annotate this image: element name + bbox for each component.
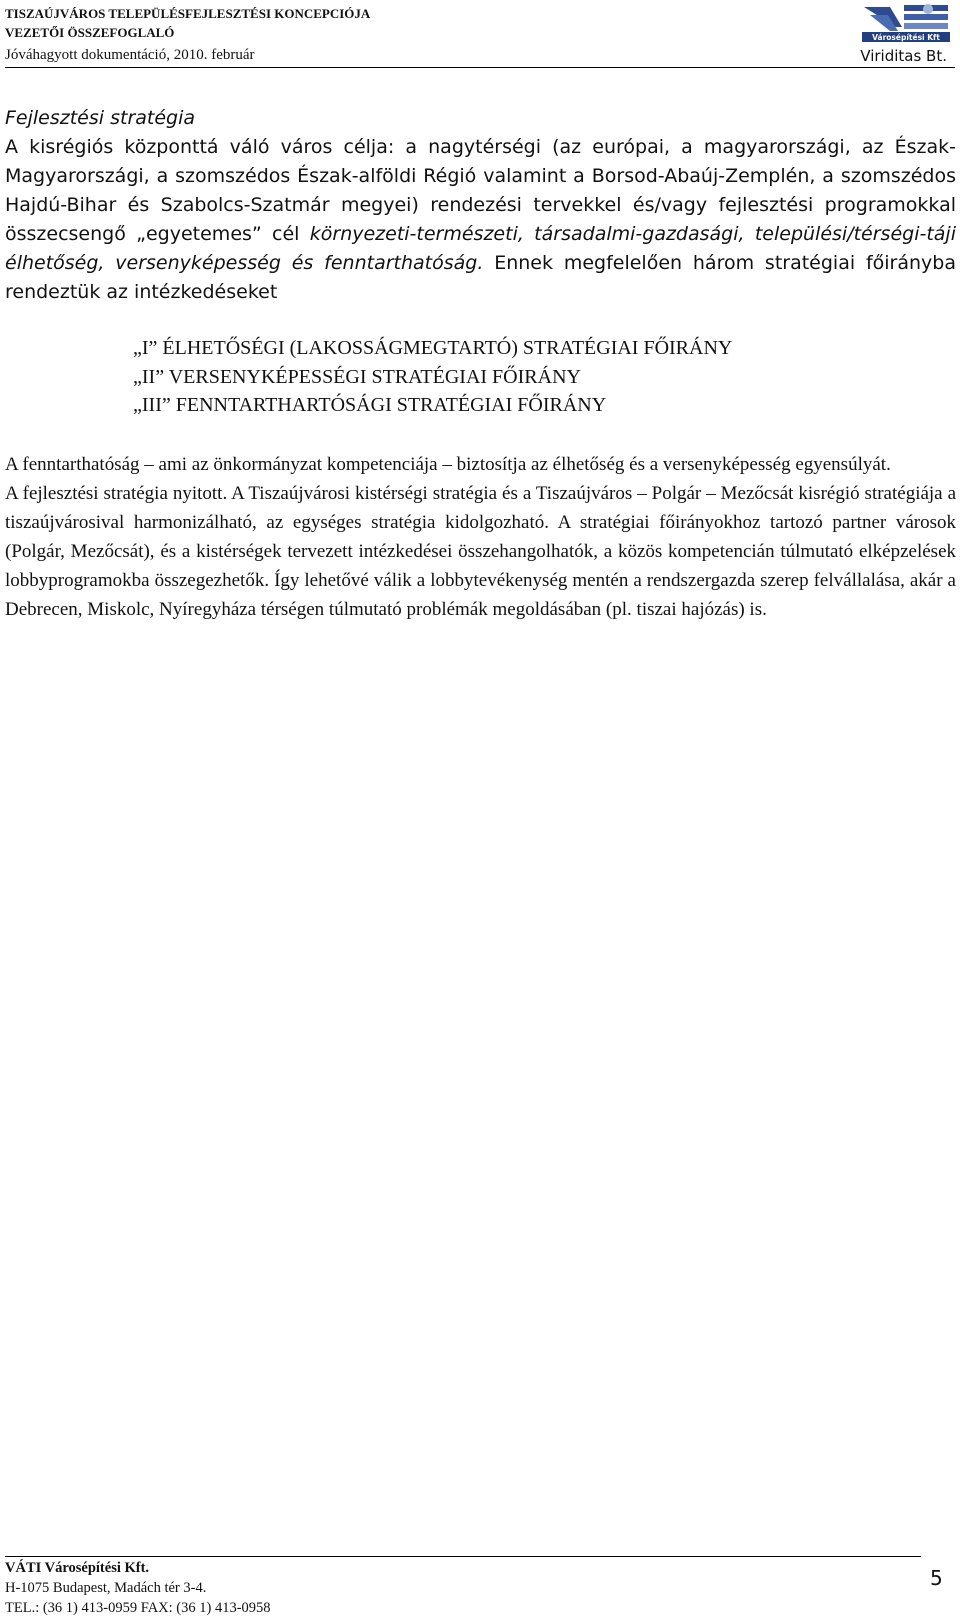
direction-item: „III” FENNTARTHARTÓSÁGI STRATÉGIAI FŐIRÁNY <box>133 394 607 416</box>
vati-logo-icon <box>860 1 952 43</box>
section-title: Fejlesztési stratégia <box>5 107 196 129</box>
direction-item: „II” VERSENYKÉPESSÉGI STRATÉGIAI FŐIRÁNY <box>133 365 581 388</box>
intro-text-2: Ennek megfelelően három stratégiai főirányba rendeztük az intézkedéseket <box>5 252 957 303</box>
page-header <box>5 3 955 69</box>
logo-text: Városépítési Kft <box>872 33 940 42</box>
open-strategy-paragraph: A fejlesztési stratégia nyitott. A Tiszaújvárosi kistérségi stratégia és a Tiszaújváros – Polgár – Mezőcsát kisrégió stratégiája a tiszaújvárosival harmonizálható, az egységes stratégia kidolgozható. A stratégiai főirányokhoz tartozó partner városok (Polgár, Mezőcsát), és a kistérségek tervezett intézkedései összehangolhatók, a közös kompetencián túlmutató elképzelések lobbyprogramokba összegezhetők. Így lehetővé válik a lobbytevékenység mentén a rendszergazda szerep felvállalása, akár a Debrecen, Miskolc, Nyíregyháza térségen túlmutató problémák megoldásában (pl. tiszai hajózás) is. <box>5 483 956 620</box>
footer-organization: VÁTI Városépítési Kft. <box>5 1560 150 1576</box>
page-footer <box>5 1558 271 1618</box>
header-company: Viriditas Bt. <box>860 47 947 65</box>
intro-paragraph <box>5 133 956 307</box>
sustainability-paragraph: A fenntarthatóság – ami az önkormányzat kompetenciája – biztosítja az élhetőség és a versenyképesség egyensúlyát. <box>5 454 891 475</box>
intro-text-italic: környezeti-természeti, társadalmi-gazdasági, települési/térségi-táji élhetőség, versenyképesség és fenntarthatóság. <box>5 223 956 274</box>
page-number: 5 <box>930 1566 943 1590</box>
direction-item: „I” ÉLHETŐSÉGI (LAKOSSÁGMEGTARTÓ) STRATÉGIAI FŐIRÁNY <box>133 337 733 359</box>
footer-contact: TEL.: (36 1) 413-0959 FAX: (36 1) 413-0958 <box>5 1600 271 1616</box>
header-title: TISZAÚJVÁROS TELEPÜLÉSFEJLESZTÉSI KONCEPCIÓJA <box>5 6 371 21</box>
header-rule <box>5 67 955 68</box>
intro-text-1: A kisrégiós központtá váló város célja: a nagytérségi (az európai, a magyarországi, az Észak-Magyarországi, a szomszédos Észak-alföldi Régió valamint a Borsod-Abaúj-Zemplén, a szomszédos Hajdú-Bihar és Szabolcs-Szatmár megyei) rendezési tervekkel és/vagy fejlesztési programokkal összecsengő „egyetemes” cél <box>5 136 956 245</box>
header-document-status: Jóváhagyott dokumentáció, 2010. február <box>5 47 255 63</box>
header-subtitle: VEZETŐI ÖSSZEFOGLALÓ <box>5 25 175 40</box>
footer-address: H-1075 Budapest, Madách tér 3-4. <box>5 1580 207 1596</box>
strategic-directions-list <box>133 334 732 420</box>
footer-rule <box>5 1556 921 1557</box>
strategy-body <box>5 450 956 624</box>
strategy-intro <box>5 104 956 307</box>
